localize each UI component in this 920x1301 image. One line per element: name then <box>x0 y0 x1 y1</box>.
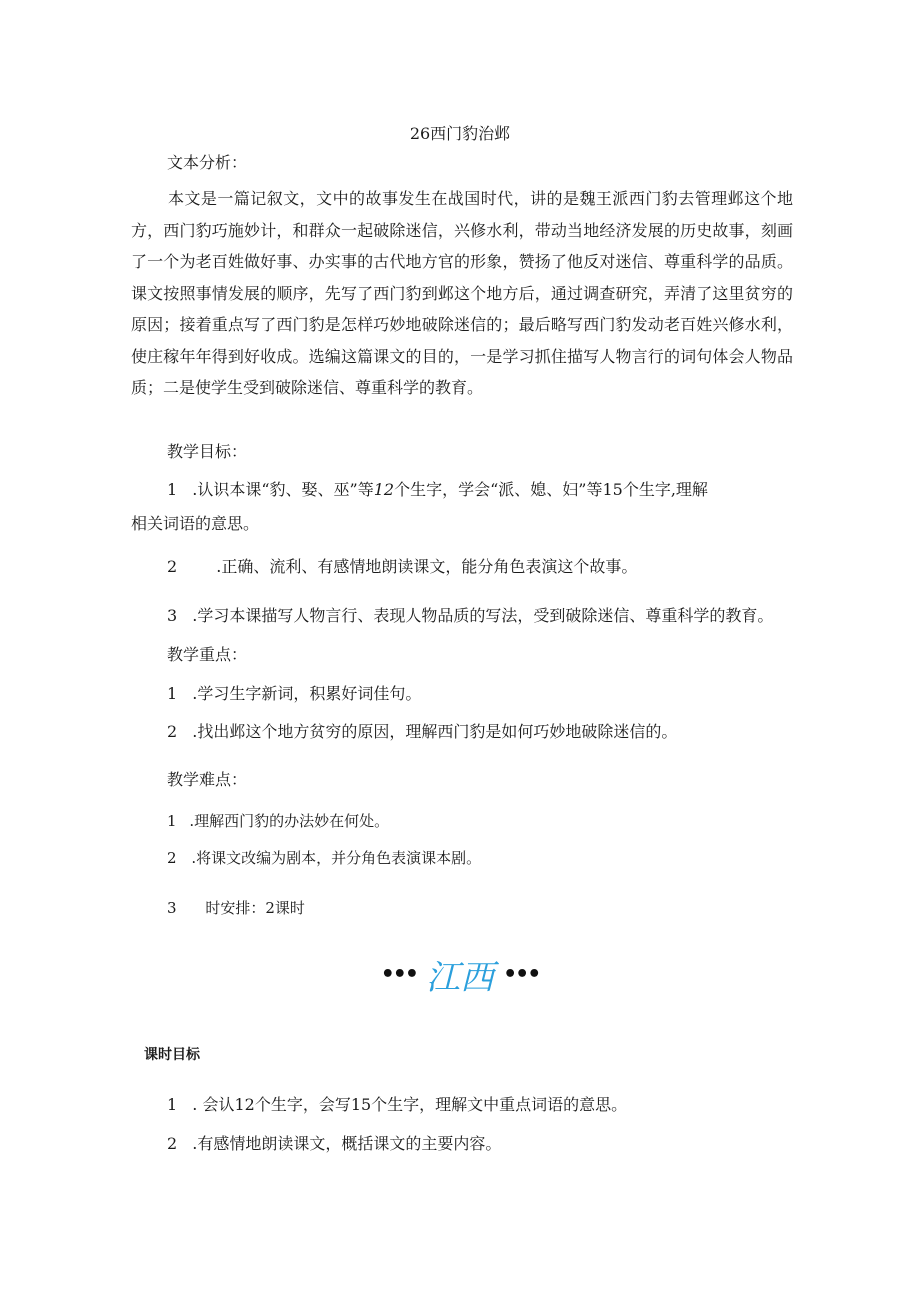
schedule-number: 3 <box>167 899 177 917</box>
goal-item-1-number: 1 <box>167 480 178 499</box>
key-point-2 <box>167 722 677 742</box>
logo-dots-right: ••• <box>503 962 540 987</box>
logo-brand-text: 江西 <box>426 958 494 998</box>
goal-item-1-text-b: 个生字，学会“派、媳、妇”等15个生字,理解 <box>394 480 708 499</box>
difficulty-2-number: 2 <box>167 849 177 867</box>
goal-item-3-number: 3 <box>167 606 178 625</box>
difficulty-1 <box>167 811 389 831</box>
lesson-goal-1-text: . 会认12个生字，会写15个生字，理解文中重点词语的意思。 <box>192 1095 628 1114</box>
goal-item-1-text-a: .认识本课“豹、娶、巫”等 <box>192 480 374 499</box>
lesson-goals-heading: 课时目标 <box>144 1047 200 1063</box>
schedule-text: 时安排：2课时 <box>205 899 305 917</box>
schedule-line <box>167 898 305 918</box>
difficulty-2-text: .将课文改编为剧本，并分角色表演课本剧。 <box>191 849 482 867</box>
lesson-goal-2-text: .有感情地朗读课文，概括课文的主要内容。 <box>192 1134 502 1153</box>
key-point-2-number: 2 <box>167 722 178 741</box>
brand-logo <box>0 950 920 999</box>
lesson-goal-1 <box>167 1095 627 1115</box>
key-point-1-number: 1 <box>167 684 178 703</box>
analysis-heading: 文本分析： <box>167 153 248 172</box>
goal-item-2 <box>167 557 637 577</box>
goal-item-1-count: 12 <box>373 480 395 499</box>
key-point-1 <box>167 684 421 704</box>
goal-item-2-text: .正确、流利、有感情地朗读课文，能分角色表演这个故事。 <box>216 557 638 576</box>
goal-item-3 <box>167 606 773 626</box>
page-title: 26西门豹治邺 <box>409 124 511 143</box>
key-points-heading: 教学重点： <box>167 645 248 664</box>
lesson-goal-2 <box>167 1134 501 1154</box>
difficulty-2 <box>167 848 481 868</box>
lesson-goal-2-number: 2 <box>167 1134 178 1153</box>
goal-item-1 <box>167 480 708 500</box>
difficulties-heading: 教学难点： <box>167 770 248 789</box>
difficulty-1-text: .理解西门豹的办法妙在何处。 <box>189 812 390 830</box>
key-point-2-text: .找出邺这个地方贫穷的原因，理解西门豹是如何巧妙地破除迷信的。 <box>192 722 678 741</box>
analysis-body: 本文是一篇记叙文，文中的故事发生在战国时代，讲的是魏王派西门豹去管理邺这个地方，西门豹巧施妙计，和群众一起破除迷信，兴修水利，带动当地经济发展的历史故事，刻画了一个为老百姓做好事、办实事的古代地方官的形象，赞扬了他反对迷信、尊重科学的品质。课文按照事情发展的顺序，先写了西门豹到邺这个地方后，通过调查研究，弄清了这里贫穷的原因；接着重点写了西门豹是怎样巧妙地破除迷信的；最后略写西门豹发动老百姓兴修水利，使庄稼年年得到好收成。选编这篇课文的目的，一是学习抓住描写人物言行的词句体会人物品质；二是使学生受到破除迷信、尊重科学的教育。 <box>131 189 793 397</box>
lesson-goal-1-number: 1 <box>167 1095 178 1114</box>
logo-dots-left: ••• <box>380 962 417 987</box>
difficulty-1-number: 1 <box>167 812 177 830</box>
goal-item-3-text: .学习本课描写人物言行、表现人物品质的写法，受到破除迷信、尊重科学的教育。 <box>192 606 774 625</box>
goal-item-2-number: 2 <box>167 557 178 576</box>
goals-heading: 教学目标： <box>167 442 248 461</box>
key-point-1-text: .学习生字新词，积累好词佳句。 <box>192 684 422 703</box>
goal-item-1-continuation: 相关词语的意思。 <box>131 514 260 533</box>
